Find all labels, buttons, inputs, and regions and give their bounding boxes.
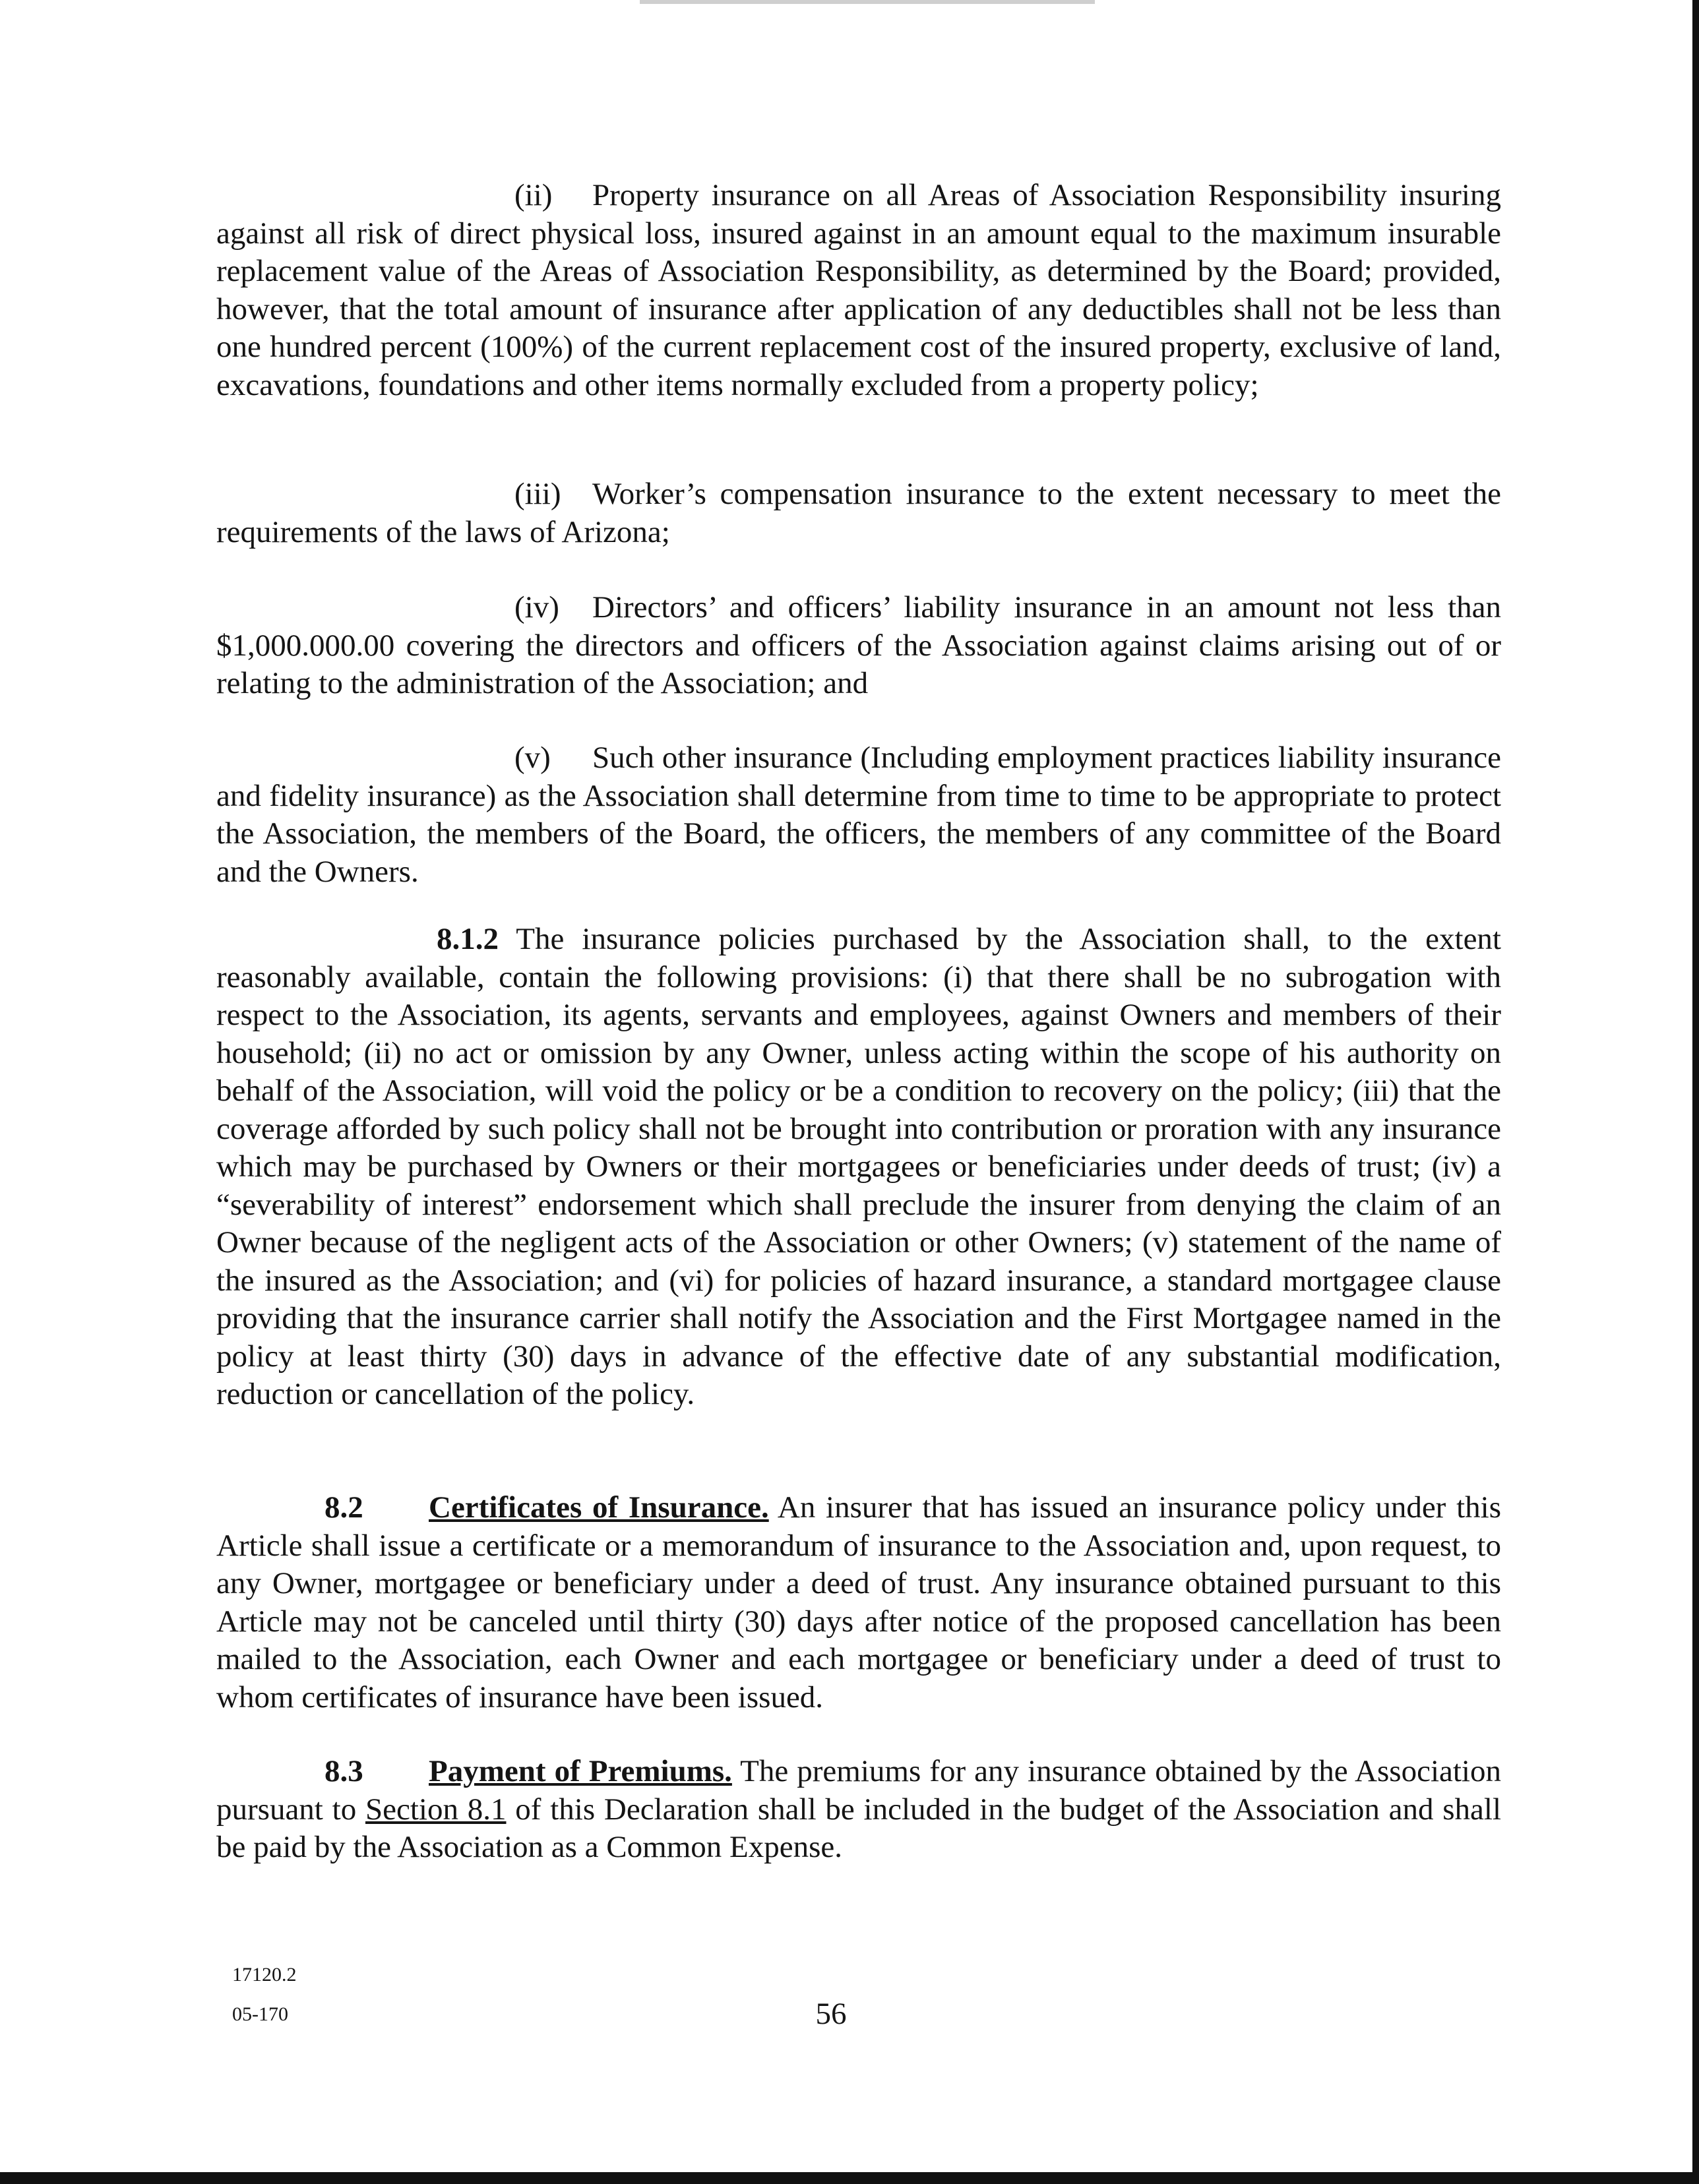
section-number: 8.2	[324, 1490, 363, 1525]
paragraph-iii	[216, 475, 1501, 551]
paragraph-iv	[216, 589, 1501, 703]
paragraph-number: (iv)	[514, 590, 559, 624]
section-text: The premiums for any insurance obtained by the Association pursuant to	[216, 1754, 1501, 1827]
footer-doc-code-secondary: 05-170	[232, 2003, 288, 2025]
paragraph-ii	[216, 177, 1501, 404]
paragraph-v	[216, 739, 1501, 891]
section-reference: Section 8.1	[365, 1792, 507, 1827]
paragraph-number: (v)	[514, 741, 551, 775]
paragraph-text: Such other insurance (Including employment practices liability insurance and fidelity insurance) as the Association shall determine from time to time to be appropriate to protect the Association, the members of the Board, the officers, the members of any committee of the Board and the Owners.	[216, 741, 1501, 889]
paragraph-text: Directors’ and officers’ liability insurance in an amount not less than $1,000.000.00 covering the directors and officers of the Association against claims arising out of or relating to the administration of the Association; and	[216, 590, 1501, 700]
section-text-continued: of this Declaration shall be included in the budget of the Association and shall be paid by the Association as a Common Expense.	[216, 1792, 1502, 1864]
paragraph-number: (ii)	[514, 178, 553, 212]
section-title: Certificates of Insurance.	[429, 1490, 769, 1525]
paragraph-number: (iii)	[514, 477, 561, 511]
footer-doc-code: 17120.2	[232, 1964, 297, 1986]
paragraph-text: Property insurance on all Areas of Association Responsibility insuring against all risk of direct physical loss, insured against in an amount equal to the maximum insurable replacement value of the Areas of Association Responsibility, as determined by the Board; provided, however, that the total amount of insurance after application of any deductibles shall not be less than one hundred percent (100%) of the current replacement cost of the insured property, exclusive of land, excavations, foundations and other items normally excluded from a property policy;	[216, 178, 1501, 402]
section-text: An insurer that has issued an insurance policy under this Article shall issue a certificate or a memorandum of insurance to the Association and, upon request, to any Owner, mortgagee or beneficiary under a deed of trust. Any insurance obtained pursuant to this Article may not be canceled until thirty (30) days after notice of the proposed cancellation has been mailed to the Association, each Owner and each mortgagee or beneficiary under a deed of trust to whom certificates of insurance have been issued.	[216, 1490, 1501, 1714]
page-number: 56	[815, 1997, 847, 2031]
scan-border-bottom	[0, 2172, 1699, 2184]
paragraph-8-1-2	[216, 921, 1501, 1414]
scan-artifact-top	[640, 0, 1095, 4]
section-number: 8.3	[324, 1754, 363, 1788]
paragraph-text: The insurance policies purchased by the Association shall, to the extent reasonably available, contain the following provisions: (i) that there shall be no subrogation with respect to the Association, its agents, servants and employees, against Owners and members of their household; (ii) no act or omission by any Owner, unless acting within the scope of his authority on behalf of the Association, will void the policy or be a condition to recovery on the policy; (iii) that the coverage afforded by such policy shall not be brought into contribution or proration with any insurance which may be purchased by Owners or their mortgagees or beneficiaries under deeds of trust; (iv) a “severability of interest” endorsement which shall preclude the insurer from denying the claim of an Owner because of the negligent acts of the Association or other Owners; (v) statement of the name of the insured as the Association; and (vi) for policies of hazard insurance, a standard mortgagee clause providing that the insurance carrier shall notify the Association and the First Mortgagee named in the policy at least thirty (30) days in advance of the effective date of any substantial modification, reduction or cancellation of the policy.	[216, 922, 1501, 1411]
scan-border-right	[1692, 0, 1699, 2184]
section-8-3	[216, 1753, 1501, 1867]
section-number: 8.1.2	[437, 922, 499, 956]
section-8-2	[216, 1489, 1501, 1716]
section-title: Payment of Premiums.	[429, 1754, 732, 1788]
paragraph-text: Worker’s compensation insurance to the extent necessary to meet the requirements of the laws of Arizona;	[216, 477, 1501, 549]
